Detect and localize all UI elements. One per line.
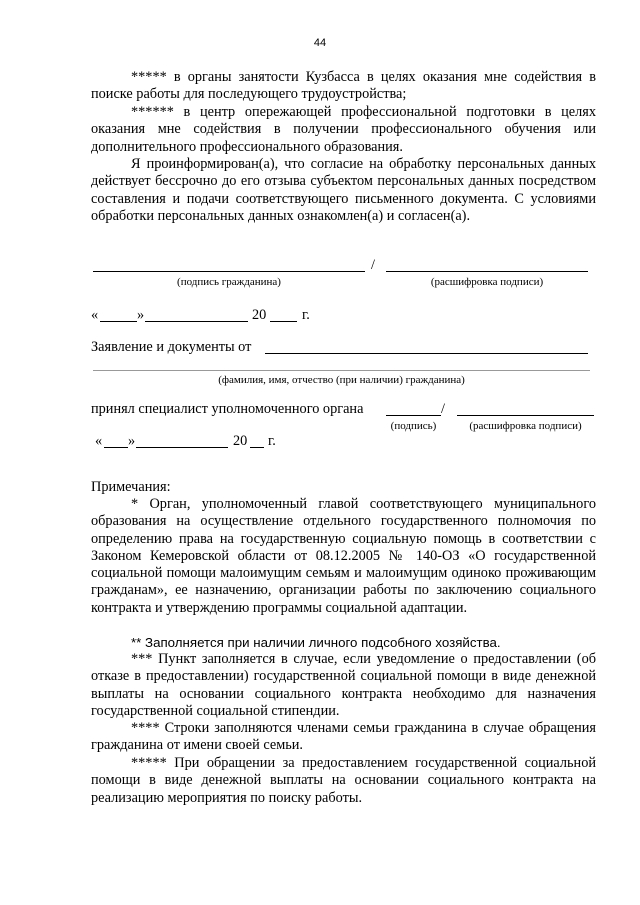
specialist-date-year-suffix: г. [268, 433, 276, 449]
caption-applicant-name: (фамилия, имя, отчество (при наличии) гражданина) [218, 374, 465, 386]
specialist-date-close-quote: » [128, 433, 136, 449]
applicant-name-line-2[interactable] [93, 370, 590, 371]
specialist-date-year-line[interactable] [250, 447, 264, 448]
citizen-signature-line[interactable] [93, 271, 365, 272]
specialist-date-open-quote: « [95, 433, 103, 449]
date-year-line[interactable] [270, 321, 297, 322]
note-2: ** Заполняется при наличии личного подсобного хозяйства. [131, 635, 501, 650]
date-month-line[interactable] [145, 321, 248, 322]
date-close-quote: » [137, 307, 145, 323]
specialist-signature-line[interactable] [386, 415, 441, 416]
note-3: *** Пункт заполняется в случае, если уведомление о предоставлении (об отказе в предоставлении) государственной социальной помощи в виде денежной выплаты на основании социального контракта необходимо для назначения государственной социальной стипендии. [91, 651, 596, 719]
note-5: ***** При обращении за предоставлением государственной социальной помощи в виде денежной выплаты на основании социального контракта на реализацию мероприятия по поиску работы. [91, 755, 596, 806]
notes-title: Примечания: [91, 479, 171, 495]
note-4: **** Строки заполняются членами семьи гражданина в случае обращения гражданина от имени своей семьи. [91, 720, 596, 754]
applicant-name-line[interactable] [265, 353, 588, 354]
caption-citizen-decoding: (расшифровка подписи) [430, 276, 544, 288]
specialist-separator: / [441, 401, 445, 417]
caption-citizen-signature: (подпись гражданина) [177, 276, 281, 288]
caption-specialist-signature: (подпись) [390, 420, 437, 432]
citizen-decoding-line[interactable] [386, 271, 588, 272]
page-number: 44 [313, 37, 327, 49]
specialist-date-day-line[interactable] [104, 447, 128, 448]
caption-specialist-decoding: (расшифровка подписи) [469, 420, 582, 432]
specialist-date-year-prefix: 20 [233, 433, 248, 449]
paragraph-employment: ***** в органы занятости Кузбасса в целях оказания мне содействия в поиске работы для последующего трудоустройства; [91, 69, 596, 103]
signature-separator: / [371, 257, 375, 273]
application-label: Заявление и документы от [91, 339, 252, 355]
date-year-prefix: 20 [252, 307, 267, 323]
paragraph-training: ****** в центр опережающей профессиональной подготовки в целях оказания мне содействия в получении профессионального обучения или дополнительного профессионального образования. [91, 104, 596, 155]
received-label: принял специалист уполномоченного органа [91, 401, 364, 417]
paragraph-consent: Я проинформирован(а), что согласие на обработку персональных данных действует бессрочно до его отзыва субъектом персональных данных посредством составления и подачи соответствующего письменного документа. С условиями обработки персональных данных ознакомлен(а) и согласен(а). [91, 156, 596, 224]
specialist-date-month-line[interactable] [136, 447, 228, 448]
date-open-quote: « [91, 307, 99, 323]
note-1: * Орган, уполномоченный главой соответствующего муниципального образования на осуществление отдельного государственного полномочия по определению права на государственную социальную помощь в соответствии с Законом Кемеровской области от 08.12.2005 № 140-ОЗ «О государственной социальной помощи малоимущим семьям и малоимущим одиноко проживающим гражданам», ее назначению, организации работы по заключению социального контракта и утверждению программы социальной адаптации. [91, 496, 596, 616]
date-day-line[interactable] [100, 321, 137, 322]
specialist-decoding-line[interactable] [457, 415, 594, 416]
date-year-suffix: г. [302, 307, 310, 323]
